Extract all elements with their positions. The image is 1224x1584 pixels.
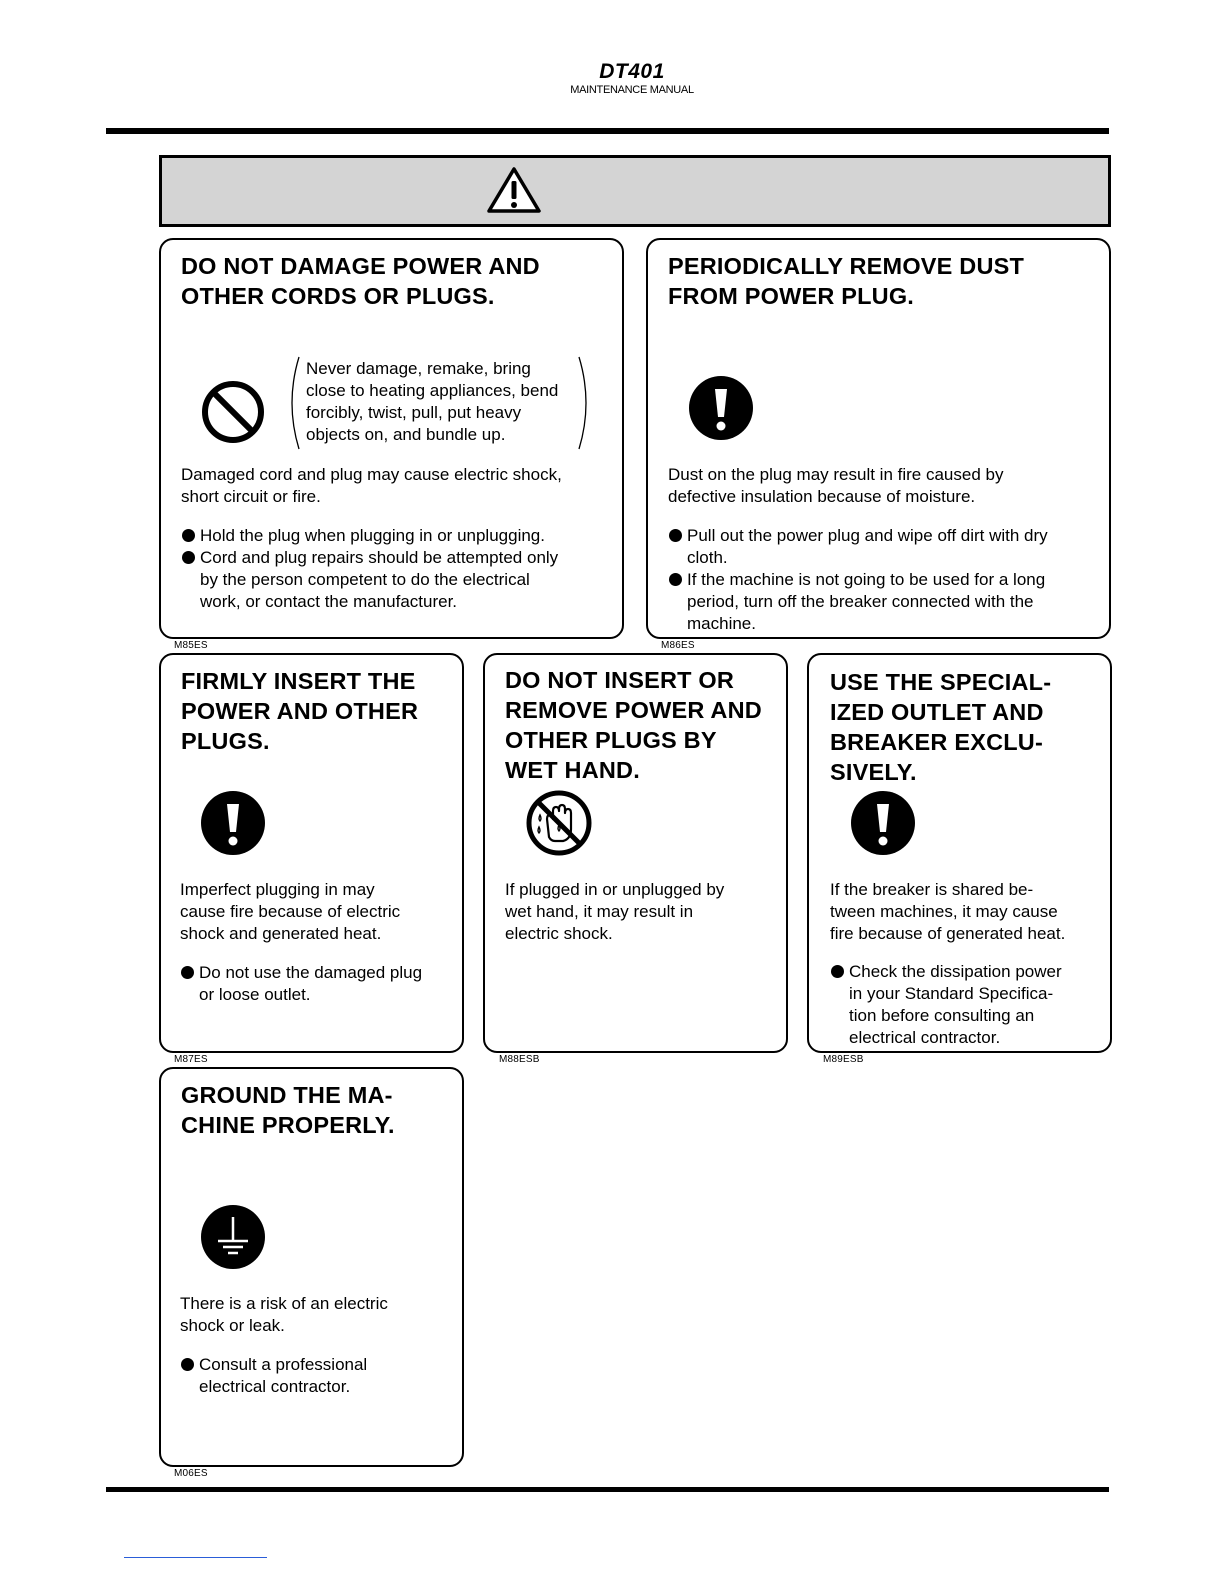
box-title: DO NOT DAMAGE POWER AND OTHER CORDS OR PLUGS. [181, 253, 540, 309]
box-description: If the breaker is shared be- tween machines, it may cause fire because of generated heat. [830, 880, 1066, 943]
box-description: Dust on the plug may result in fire caused by defective insulation because of moisture. [668, 465, 1004, 506]
bullet-list [668, 525, 1048, 635]
warning-triangle-icon [486, 166, 542, 214]
box-title: FIRMLY INSERT THE POWER AND OTHER PLUGS. [181, 668, 419, 754]
box-title: DO NOT INSERT OR REMOVE POWER AND OTHER PLUGS BY WET HAND. [505, 667, 762, 783]
figure-code: M87ES [174, 1054, 208, 1065]
bullet-item: If the machine is not going to be used for a long period, turn off the breaker connected with the machine. [668, 569, 1048, 635]
box-description: Imperfect plugging in may cause fire because of electric shock and generated heat. [180, 880, 401, 943]
warning-banner [159, 155, 1111, 227]
top-rule [106, 128, 1109, 134]
no-wet-hand-icon [525, 789, 593, 857]
bullet-item: Do not use the damaged plug or loose outlet. [180, 962, 422, 1006]
bullet-list [180, 962, 422, 1006]
bottom-rule [106, 1487, 1109, 1492]
handling-note: Never damage, remake, bring close to heating appliances, bend forcibly, twist, pull, put heavy objects on, and bundle up. [306, 359, 559, 444]
box-title: PERIODICALLY REMOVE DUST FROM POWER PLUG. [668, 253, 1025, 309]
mandatory-exclamation-icon [689, 376, 753, 440]
bullet-item: Consult a professional electrical contractor. [180, 1354, 367, 1398]
mandatory-exclamation-icon [851, 791, 915, 855]
figure-code: M86ES [661, 640, 695, 651]
right-parenthesis [577, 355, 591, 451]
bullet-list [180, 1354, 367, 1398]
box-description: Damaged cord and plug may cause electric shock, short circuit or fire. [181, 465, 562, 506]
warning-box-outlet [807, 653, 1112, 1053]
document-subtitle: MAINTENANCE MANUAL [570, 84, 694, 96]
warning-box-insert [159, 653, 464, 1053]
warning-box-ground [159, 1067, 464, 1467]
box-title: USE THE SPECIAL- IZED OUTLET AND BREAKER EXCLU- SIVELY. [830, 669, 1052, 785]
bullet-item: Check the dissipation power in your Standard Specifica- tion before consulting an electrical contractor. [830, 961, 1062, 1049]
bullet-item: Pull out the power plug and wipe off dirt with dry cloth. [668, 525, 1048, 569]
box-description: There is a risk of an electric shock or leak. [180, 1294, 388, 1335]
figure-code: M06ES [174, 1468, 208, 1479]
prohibition-icon [200, 379, 266, 445]
ground-icon [201, 1205, 265, 1269]
warning-box-cords [159, 238, 624, 639]
mandatory-exclamation-icon [201, 791, 265, 855]
warning-box-wet-hand [483, 653, 788, 1053]
box-title: GROUND THE MA- CHINE PROPERLY. [181, 1082, 395, 1138]
warning-box-dust [646, 238, 1111, 639]
document-title: DT401 [599, 60, 665, 83]
footer-link-underline[interactable] [124, 1557, 267, 1558]
left-parenthesis [287, 355, 301, 451]
figure-code: M89ESB [823, 1054, 864, 1065]
box-description: If plugged in or unplugged by wet hand, it may result in electric shock. [505, 880, 725, 943]
figure-code: M88ESB [499, 1054, 540, 1065]
bullet-list [830, 961, 1062, 1049]
bullet-item: Hold the plug when plugging in or unplugging. [181, 525, 558, 547]
bullet-list [181, 525, 558, 613]
bullet-item: Cord and plug repairs should be attempted only by the person competent to do the electrical work, or contact the manufacturer. [181, 547, 558, 613]
figure-code: M85ES [174, 640, 208, 651]
